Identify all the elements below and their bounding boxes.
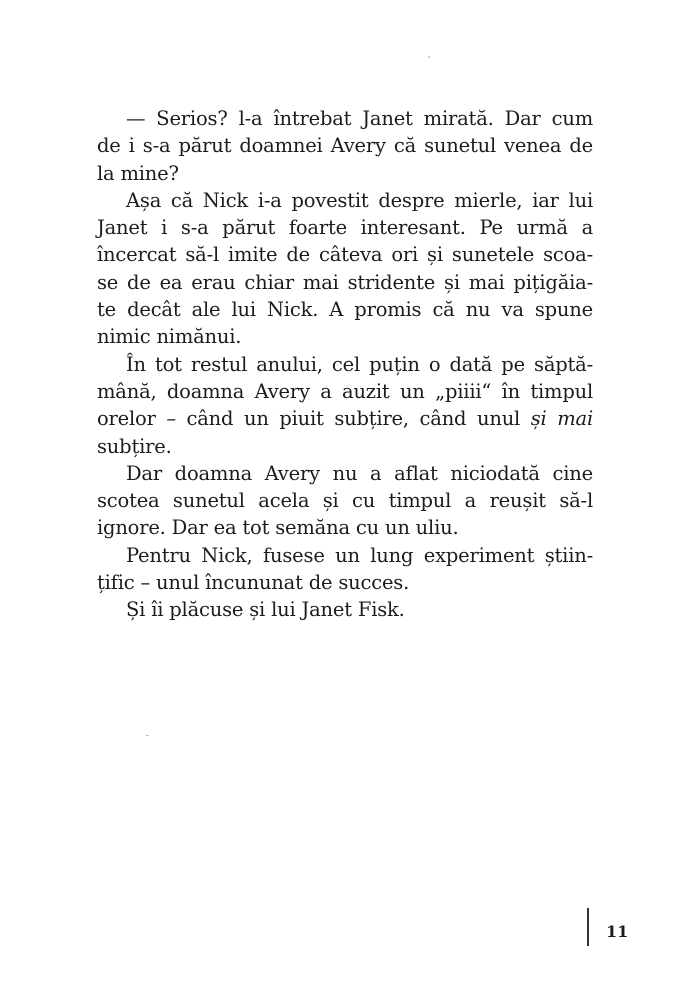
text-line: Așa că Nick i-a povestit despre mierle, iar lui	[126, 188, 593, 212]
text-line: încercat să-l imite de câteva ori și sunetele scoa-	[97, 243, 593, 267]
page-footer	[587, 908, 647, 948]
text-line-start: orelor – când un piuit subțire, când unul	[97, 407, 521, 431]
text-line: Janet i s-a părut foarte interesant. Pe urmă a	[97, 216, 593, 240]
text-line	[97, 405, 593, 432]
text-line: — Serios? l-a întrebat Janet mirată. Dar cum	[126, 107, 593, 130]
paper-speck	[146, 735, 149, 736]
paper-speck	[428, 56, 430, 58]
page-number: 11	[606, 922, 629, 941]
text-line: de i s-a părut doamnei Avery că sunetul venea de	[97, 134, 593, 158]
text-line: scotea sunetul acela și cu timpul a reușit să-l	[97, 489, 593, 513]
text-line: mână, doamna Avery a auzit un „piiii“ în timpul	[97, 379, 593, 403]
text-line: Și îi plăcuse și lui Janet Fisk.	[126, 598, 405, 622]
body-text	[97, 105, 593, 624]
italic-emphasis: și mai	[530, 407, 593, 431]
text-line: Pentru Nick, fusese un lung experiment știin-	[126, 543, 593, 567]
text-line: se de ea erau chiar mai stridente și mai pițigăia-	[97, 270, 593, 294]
text-line: la mine?	[97, 161, 179, 185]
text-line: În tot restul anului, cel puțin o dată pe săptă-	[126, 352, 593, 376]
text-line: Dar doamna Avery nu a aflat niciodată cine	[126, 461, 593, 485]
folio-rule	[587, 908, 589, 946]
text-line: țific – unul încununat de succes.	[97, 571, 410, 595]
text-line: subțire.	[97, 434, 172, 458]
text-line: ignore. Dar ea tot semăna cu un uliu.	[97, 516, 459, 540]
text-line: te decât ale lui Nick. A promis că nu va spune	[97, 298, 593, 322]
text-line: nimic nimănui.	[97, 325, 242, 349]
